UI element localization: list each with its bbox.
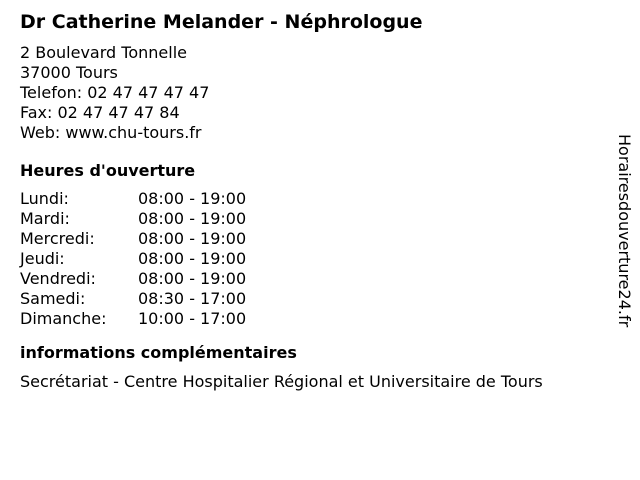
opening-hours-heading: Heures d'ouverture bbox=[20, 161, 196, 180]
time-range: 08:00 - 19:00 bbox=[138, 189, 247, 208]
day-label: Mardi: bbox=[20, 209, 70, 228]
time-range: 08:00 - 19:00 bbox=[138, 249, 247, 268]
additional-info-text: Secrétariat - Centre Hospitalier Régional et Universitaire de Tours bbox=[20, 372, 543, 391]
additional-info-heading: informations complémentaires bbox=[20, 343, 297, 362]
listing-card bbox=[20, 9, 610, 392]
hours-row-tuesday bbox=[20, 209, 246, 229]
time-range: 08:30 - 17:00 bbox=[138, 289, 247, 308]
postal-city: 37000 Tours bbox=[20, 63, 118, 82]
time-range: 08:00 - 19:00 bbox=[138, 209, 247, 228]
hours-row-monday bbox=[20, 189, 246, 209]
hours-row-saturday bbox=[20, 289, 246, 309]
hours-row-sunday bbox=[20, 309, 246, 329]
time-range: 08:00 - 19:00 bbox=[138, 229, 247, 248]
site-watermark: Horairesdouverture24.fr bbox=[615, 134, 634, 328]
day-label: Samedi: bbox=[20, 289, 86, 308]
day-label: Dimanche: bbox=[20, 309, 107, 328]
day-label: Lundi: bbox=[20, 189, 69, 208]
page-title: Dr Catherine Melander - Néphrologue bbox=[20, 11, 423, 33]
website: Web: www.chu-tours.fr bbox=[20, 123, 202, 142]
street-address: 2 Boulevard Tonnelle bbox=[20, 43, 187, 62]
time-range: 08:00 - 19:00 bbox=[138, 269, 247, 288]
hours-row-friday bbox=[20, 269, 246, 289]
opening-hours-table bbox=[20, 189, 246, 329]
hours-row-thursday bbox=[20, 249, 246, 269]
day-label: Mercredi: bbox=[20, 229, 95, 248]
address-block bbox=[20, 43, 610, 143]
time-range: 10:00 - 17:00 bbox=[138, 309, 247, 328]
hours-row-wednesday bbox=[20, 229, 246, 249]
fax-number: Fax: 02 47 47 47 84 bbox=[20, 103, 180, 122]
day-label: Vendredi: bbox=[20, 269, 96, 288]
day-label: Jeudi: bbox=[20, 249, 65, 268]
phone-number: Telefon: 02 47 47 47 47 bbox=[20, 83, 210, 102]
